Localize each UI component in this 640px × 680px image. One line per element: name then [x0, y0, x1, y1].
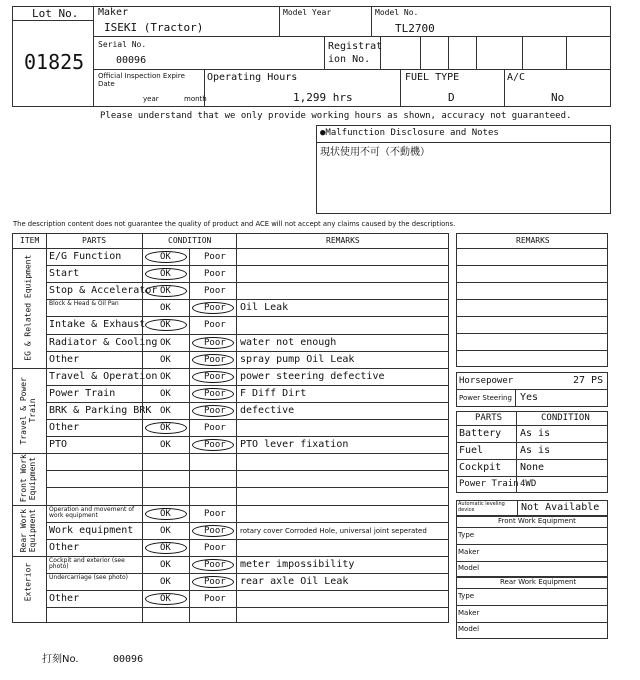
- side-remarks-header: REMARKS: [516, 236, 550, 245]
- ok-option: OK: [160, 303, 171, 314]
- horsepower-label: Horsepower: [459, 376, 514, 386]
- part-label: BRK & Parking BRK: [49, 404, 152, 416]
- remark-text: Oil Leak: [240, 302, 289, 314]
- hours-label: Operating Hours: [207, 72, 298, 83]
- selected-condition-circle: [192, 354, 234, 366]
- side-condition-header: CONDITION: [541, 413, 590, 423]
- ok-option: OK: [160, 525, 171, 536]
- ok-option: OK: [160, 269, 171, 280]
- power-steering-label: Power Steering: [459, 394, 512, 402]
- front-work-maker: Maker: [458, 548, 480, 556]
- malfunction-label: ●Malfunction Disclosure and Notes: [320, 128, 499, 138]
- fuel-part-label: Fuel: [459, 445, 484, 456]
- part-label: Cockpit and exterior (see photo): [49, 556, 125, 571]
- ok-option: OK: [160, 405, 171, 416]
- ok-option: OK: [160, 559, 171, 570]
- ok-option: OK: [160, 320, 171, 331]
- ok-option: OK: [160, 423, 171, 433]
- ac-label: A/C: [507, 72, 526, 83]
- poor-option: Poor: [204, 388, 226, 399]
- part-label: E/G Function: [49, 251, 122, 262]
- poor-option: Poor: [204, 542, 226, 553]
- stamp-label: 打刻No.: [42, 654, 79, 665]
- side-parts-header: PARTS: [475, 413, 503, 423]
- poor-option: Poor: [204, 594, 226, 604]
- serial-label: Serial No.: [98, 40, 147, 49]
- maker-label: Maker: [98, 7, 129, 18]
- selected-condition-circle: [192, 525, 234, 537]
- auto-leveling-value: Not Available: [521, 502, 600, 513]
- serial-value: 00096: [116, 55, 147, 66]
- front-work-model: Model: [458, 564, 480, 572]
- lot-label: Lot No.: [32, 7, 79, 20]
- part-label: Other: [49, 353, 80, 365]
- header-item: ITEM: [20, 236, 40, 245]
- hours-disclaimer: Please understand that we only provide working hours as shown, accuracy not guaranteed.: [100, 111, 572, 121]
- group-label: Front Work Equipment: [19, 454, 37, 503]
- selected-condition-circle: [192, 337, 234, 349]
- ac-value: No: [551, 91, 565, 104]
- selected-condition-circle: [192, 405, 234, 417]
- group-label: Exterior: [23, 562, 33, 601]
- part-label: Other: [49, 541, 80, 553]
- front-work-title: Front Work Equipment: [498, 517, 576, 525]
- part-label: Other: [49, 593, 80, 604]
- selected-condition-circle: [192, 371, 234, 383]
- ok-option: OK: [160, 337, 171, 348]
- remark-text: rotary cover Corroded Hole, universal joint seperated: [240, 526, 427, 535]
- rear-work-type: Type: [458, 592, 475, 600]
- ok-option: OK: [160, 388, 171, 399]
- power-train-value: 4WD: [520, 479, 537, 489]
- rear-work-model: Model: [458, 625, 480, 633]
- ok-option: OK: [160, 354, 171, 365]
- remark-text: water not enough: [240, 336, 337, 348]
- selected-condition-circle: [192, 576, 234, 588]
- part-label: Power Train: [49, 387, 116, 399]
- poor-option: Poor: [204, 559, 226, 570]
- poor-option: Poor: [204, 576, 226, 587]
- registration-label: Registrat ion No.: [328, 41, 383, 65]
- selected-condition-circle: [145, 508, 187, 520]
- part-label: Operation and movement of work equipment: [49, 505, 135, 520]
- poor-option: Poor: [204, 508, 226, 519]
- hours-value: 1,299 hrs: [293, 91, 353, 104]
- selected-condition-circle: [145, 542, 187, 554]
- stamp-value: 00096: [113, 654, 144, 665]
- poor-option: Poor: [204, 440, 226, 451]
- poor-option: Poor: [204, 269, 226, 280]
- part-label: Other: [49, 422, 80, 433]
- selected-condition-circle: [145, 422, 187, 434]
- model-year-label: Model Year: [283, 8, 332, 17]
- poor-option: Poor: [204, 354, 226, 365]
- fuel-label: FUEL TYPE: [405, 72, 460, 83]
- remark-text: defective: [240, 404, 295, 416]
- poor-option: Poor: [204, 525, 226, 536]
- poor-option: Poor: [204, 371, 226, 382]
- header-remarks: REMARKS: [326, 236, 360, 245]
- part-label: Intake & Exhaust: [49, 319, 146, 331]
- part-label: Work equipment: [49, 524, 134, 536]
- malfunction-text: 現状使用不可（不動機）: [320, 147, 430, 158]
- poor-option: Poor: [204, 320, 226, 331]
- battery-value: As is: [520, 428, 551, 439]
- group-label: Rear Work Equipment: [19, 508, 37, 552]
- part-label: Radiator & Cooling: [49, 336, 158, 348]
- maker-value: ISEKI (Tractor): [104, 21, 204, 34]
- poor-option: Poor: [204, 303, 226, 314]
- remark-text: F Diff Dirt: [240, 387, 307, 399]
- horsepower-value: 27 PS: [573, 375, 604, 386]
- remark-text: rear axle Oil Leak: [240, 575, 349, 587]
- power-train-label: Power Train: [459, 479, 519, 489]
- lot-number: 01825: [24, 50, 85, 74]
- selected-condition-circle: [192, 559, 234, 571]
- selected-condition-circle: [145, 251, 187, 263]
- selected-condition-circle: [145, 268, 187, 280]
- selected-condition-circle: [192, 388, 234, 400]
- battery-label: Battery: [459, 428, 502, 439]
- group-label: Travel & Power Train: [19, 376, 37, 445]
- remark-text: power steering defective: [240, 370, 385, 382]
- inspection-label: Official Inspection Expire Date: [98, 72, 185, 88]
- ok-option: OK: [160, 594, 171, 604]
- rear-work-maker: Maker: [458, 609, 480, 617]
- group-label: EG & Related Equipment: [23, 254, 33, 361]
- remark-text: spray pump Oil Leak: [240, 353, 355, 365]
- inspection-year: year: [143, 95, 159, 103]
- cockpit-value: None: [520, 462, 545, 473]
- ok-option: OK: [160, 286, 171, 297]
- part-label: Stop & Accelerator: [49, 285, 158, 297]
- part-label: Undercarriage (see photo): [49, 573, 128, 581]
- power-steering-value: Yes: [520, 392, 539, 403]
- fuel-part-value: As is: [520, 445, 551, 456]
- ok-option: OK: [160, 576, 171, 587]
- poor-option: Poor: [204, 286, 226, 297]
- description-disclaimer: The description content does not guarantee the quality of product and ACE will not accept any claims caused by the descriptions.: [13, 220, 456, 228]
- ok-option: OK: [160, 371, 171, 382]
- model-no-value: TL2700: [395, 22, 435, 35]
- part-label: PTO: [49, 439, 68, 451]
- rear-work-title: Rear Work Equipment: [500, 578, 577, 586]
- ok-option: OK: [160, 542, 171, 553]
- auto-leveling-label: Automatic leveling device: [458, 501, 505, 513]
- ok-option: OK: [160, 440, 171, 451]
- poor-option: Poor: [204, 423, 226, 433]
- remark-text: PTO lever fixation: [240, 439, 349, 451]
- part-label: Block & Head & Oil Pan: [49, 300, 119, 308]
- front-work-type: Type: [458, 531, 475, 539]
- fuel-value: D: [448, 91, 455, 104]
- header-parts: PARTS: [82, 236, 107, 245]
- model-no-label: Model No.: [375, 8, 419, 17]
- selected-condition-circle: [145, 593, 187, 605]
- header-condition: CONDITION: [168, 236, 212, 245]
- part-label: Start: [49, 268, 80, 280]
- ok-option: OK: [160, 252, 171, 262]
- inspection-month: month: [184, 95, 207, 103]
- poor-option: Poor: [204, 337, 226, 348]
- part-label: Travel & Operation: [49, 370, 158, 382]
- poor-option: Poor: [204, 252, 226, 262]
- cockpit-label: Cockpit: [459, 462, 502, 473]
- remark-text: meter impossibility: [240, 558, 355, 570]
- poor-option: Poor: [204, 405, 226, 416]
- selected-condition-circle: [192, 439, 234, 451]
- ok-option: OK: [160, 508, 171, 519]
